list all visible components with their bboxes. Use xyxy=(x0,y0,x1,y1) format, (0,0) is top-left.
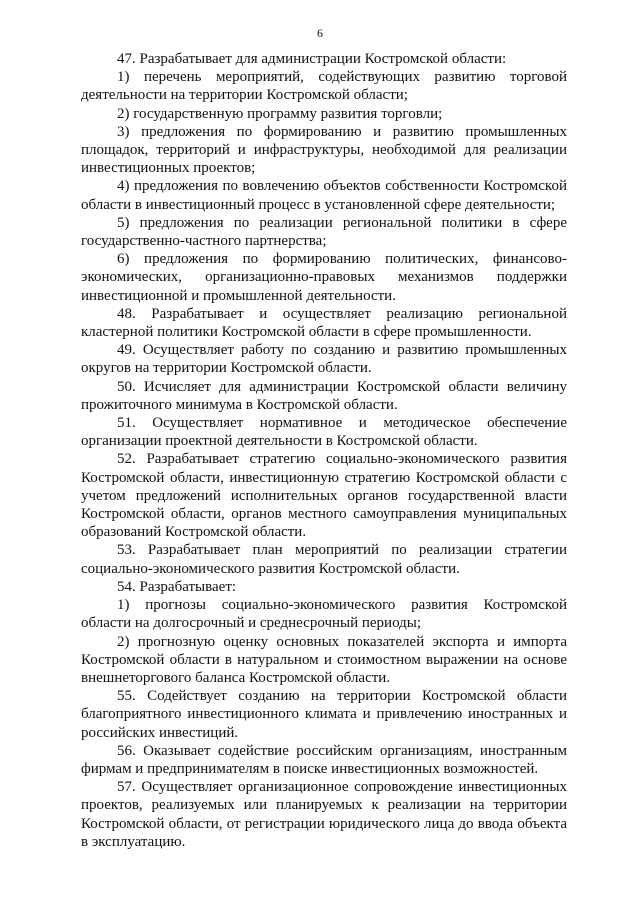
paragraph-54-item-1: 1) прогнозы социально-экономического развития Костромской области на долгосрочный и среднесрочный периоды; xyxy=(81,597,567,632)
paragraph-54: 54. Разрабатывает: xyxy=(117,578,237,595)
paragraph-47-item-1: 1) перечень мероприятий, содействующих развитию торговой деятельности на территории Костромской области; xyxy=(81,69,567,104)
paragraph-54-item-2: 2) прогнозную оценку основных показателей экспорта и импорта Костромской области в натуральном и стоимостном выражении на основе внешнеторгового баланса Костромской области. xyxy=(81,633,567,686)
paragraph-47-item-3: 3) предложения по формированию и развитию промышленных площадок, территорий и инфраструктуры, необходимой для реализации инвестиционных проектов; xyxy=(81,123,567,177)
paragraph-47-item-5: 5) предложения по реализации региональной политики в сфере государственно-частного партнерства; xyxy=(81,214,567,250)
paragraph-55: 55. Содействует созданию на территории Костромской области благоприятного инвестиционного климата и привлечению иностранных и российских инвестиций. xyxy=(81,688,567,741)
paragraph-56: 56. Оказывает содействие российским организациям, иностранным фирмам и предпринимателям в поиске инвестиционных возможностей. xyxy=(81,742,567,777)
paragraph-47-item-2: 2) государственную программу развития торговли; xyxy=(117,105,443,122)
paragraph-51: 51. Осуществляет нормативное и методическое обеспечение организации проектной деятельности в Костромской области. xyxy=(81,415,567,450)
paragraph-48: 48. Разрабатывает и осуществляет реализацию региональной кластерной политики Костромской области в сфере промышленности. xyxy=(81,305,567,341)
paragraph-57: 57. Осуществляет организационное сопровождение инвестиционных проектов, реализуемых или планируемых к реализации на территории Костромской области, от регистрации юридического лица до ввода объекта в эксплуатацию. xyxy=(81,779,567,850)
document-body xyxy=(81,50,567,851)
page-number: 6 xyxy=(317,26,323,40)
paragraph-52: 52. Разрабатывает стратегию социально-экономического развития Костромской области, инвестиционную стратегию Костромской области с учетом предложений исполнительных органов государственной власти Костромской области, органов местного самоуправления муниципальных образований Костромской области. xyxy=(81,451,567,541)
paragraph-50: 50. Исчисляет для администрации Костромской области величину прожиточного минимума в Костромской области. xyxy=(81,378,567,413)
paragraph-47-item-4: 4) предложения по вовлечению объектов собственности Костромской области в инвестиционный процесс в установленной сфере деятельности; xyxy=(81,178,567,213)
paragraph-47-item-6: 6) предложения по формированию политических, финансово-экономических, организационно-правовых механизмов поддержки инвестиционной и промышленной деятельности. xyxy=(81,251,567,304)
paragraph-47: 47. Разрабатывает для администрации Костромской области: xyxy=(117,51,507,67)
paragraph-49: 49. Осуществляет работу по созданию и развитию промышленных округов на территории Костромской области. xyxy=(81,342,567,377)
paragraph-53: 53. Разрабатывает план мероприятий по реализации стратегии социально-экономического развития Костромской области. xyxy=(81,542,567,577)
